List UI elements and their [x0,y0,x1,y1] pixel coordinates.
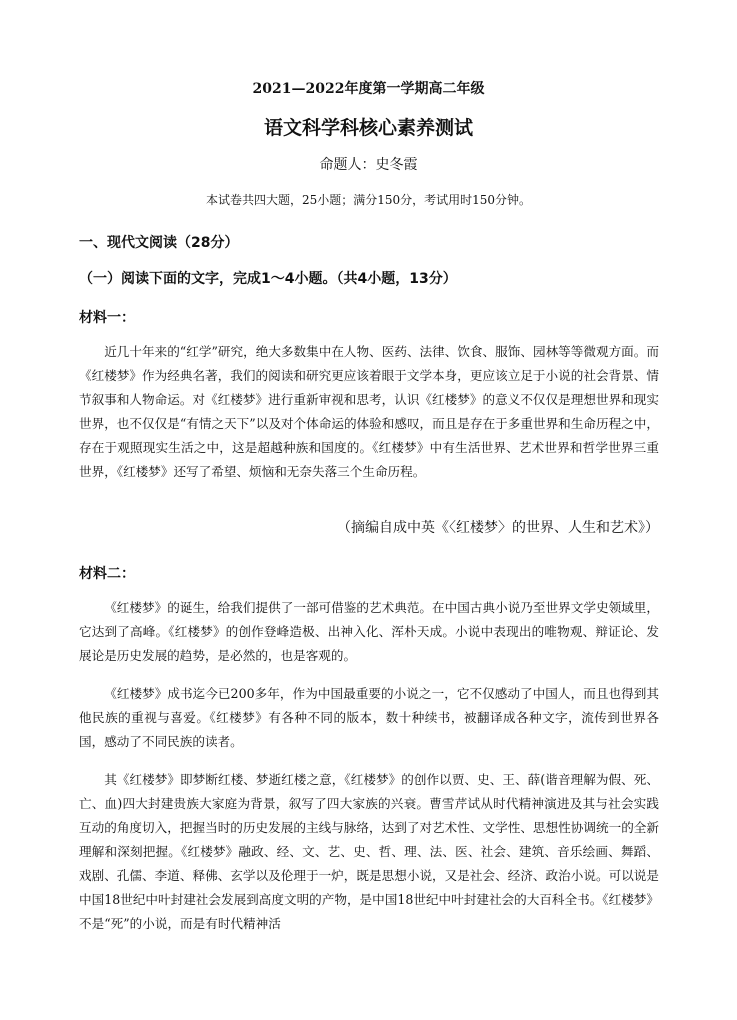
part-heading: （一）阅读下面的文字，完成1～4小题。（共4小题，13分） [79,271,457,287]
material-two-paragraph: 《红楼梦》成书迄今已200多年，作为中国最重要的小说之一，它不仅感动了中国人，而且也得到其他民族的重视与喜爱。《红楼梦》有各种不同的版本，数十种续书，被翻译成各种文字，流传到世界各国，感动了不同民族的读者。 [79,686,659,749]
material-two-paragraph: 其《红楼梦》即梦断红楼、梦逝红楼之意，《红楼梦》的创作以贾、史、王、薛(谐音理解为假、死、亡、血)四大封建贵族大家庭为背景，叙写了四大家族的兴衰。曹雪芹试从时代精神演进及其与社会实践互动的角度切入，把握当时的历史发展的主线与脉络，达到了对艺术性、文学性、思想性协调统一的全新理解和深刻把握。《红楼梦》融政、经、文、艺、史、哲、理、法、医、社会、建筑、音乐绘画、舞蹈、戏剧、孔儒、李道、释佛、玄学以及伦理于一炉，既是思想小说，又是社会、经济、政治小说。可以说是中国18世纪中叶封建社会发展到高度文明的产物，是中国18世纪中叶封建社会的大百科全书。《红楼梦》不是“死”的小说，而是有时代精神活 [79,772,659,931]
exam-title: 语文科学科核心素养测试 [263,117,473,139]
exam-info: 本试卷共四大题，25小题；满分150分，考试用时150分钟。 [205,193,532,207]
material-two-paragraph: 《红楼梦》的诞生，给我们提供了一部可借鉴的艺术典范。在中国古典小说乃至世界文学史领域里，它达到了高峰。《红楼梦》的创作登峰造极、出神入化、浑朴天成。小说中表现出的唯物观、辩证论、发展论是历史发展的趋势，是必然的，也是客观的。 [79,600,659,663]
material-two-label: 材料二： [79,566,135,582]
material-one-source: （摘编自成中英《〈红楼梦〉的世界、人生和艺术》） [337,520,659,536]
material-one-paragraph: 近几十年来的“红学”研究，绝大多数集中在人物、医药、法律、饮食、服饰、园林等等微观方面。而《红楼梦》作为经典名著，我们的阅读和研究更应该着眼于文学本身，更应该立足于小说的社会背景、情节叙事和人物命运。对《红楼梦》进行重新审视和思考，认识《红楼梦》的意义不仅仅是理想世界和现实世界，也不仅仅是“有情之天下”以及对个体命运的体验和感叹，而且是存在于多重世界和生命历程之中，存在于观照现实生活之中，这是超越种族和国度的。《红楼梦》中有生活世界、艺术世界和哲学世界三重世界，《红楼梦》还写了希望、烦恼和无奈失落三个生命历程。 [79,344,659,479]
material-one-label: 材料一： [79,310,135,326]
section-heading: 一、现代文阅读（28分） [79,235,239,251]
exam-author: 命题人：史冬霞 [319,157,418,173]
exam-year-line: 2021—2022年度第一学期高二年级 [252,81,485,97]
